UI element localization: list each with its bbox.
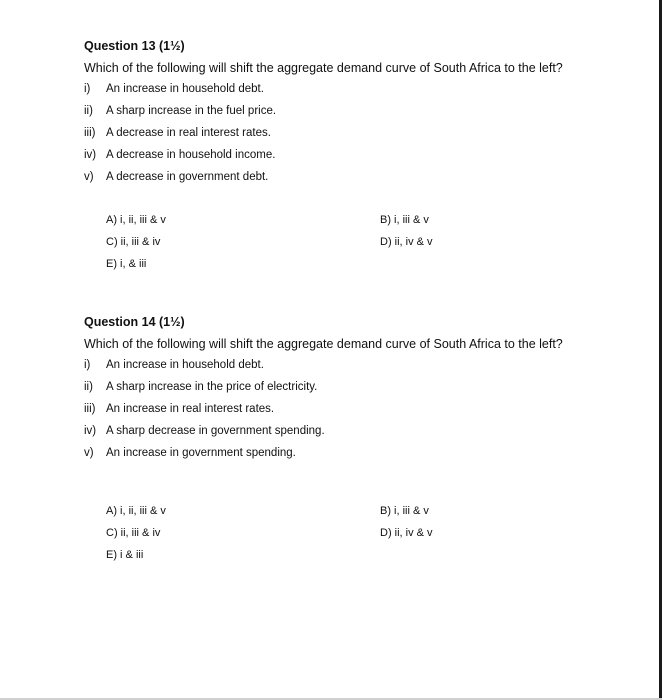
statement-number: iv) <box>84 149 97 161</box>
answer-option-a: A) i, ii, iii & v <box>106 214 166 226</box>
answer-option-e: E) i & iii <box>106 549 144 561</box>
answer-option-d: D) ii, iv & v <box>380 527 433 539</box>
statement-item <box>84 445 624 467</box>
statement-text: A decrease in household income. <box>106 149 276 161</box>
statement-item <box>84 401 624 423</box>
statement-number: ii) <box>84 105 93 117</box>
question-13 <box>84 38 624 292</box>
statement-text: An increase in real interest rates. <box>106 403 275 415</box>
question-stem: Which of the following will shift the aggregate demand curve of South Africa to the left? <box>84 61 563 75</box>
statement-item <box>84 81 624 103</box>
answer-option-b: B) i, iii & v <box>380 505 429 517</box>
answer-option-c: C) ii, iii & iv <box>106 236 161 248</box>
answer-option-a: A) i, ii, iii & v <box>106 505 166 517</box>
statement-text: A sharp decrease in government spending. <box>106 425 325 437</box>
answer-options <box>84 212 624 292</box>
statement-item <box>84 423 624 445</box>
answer-option-e: E) i, & iii <box>106 258 147 270</box>
statement-item <box>84 357 624 379</box>
statement-text: An increase in household debt. <box>106 359 264 371</box>
statement-text: A sharp increase in the fuel price. <box>106 105 277 117</box>
statement-item <box>84 125 624 147</box>
statement-text: An increase in government spending. <box>106 447 296 459</box>
statement-number: iii) <box>84 127 96 139</box>
statement-item <box>84 147 624 169</box>
question-14 <box>84 314 624 583</box>
statement-item <box>84 169 624 191</box>
statement-text: A decrease in real interest rates. <box>106 127 271 139</box>
answer-options <box>84 503 624 583</box>
statement-number: v) <box>84 447 94 459</box>
answer-option-b: B) i, iii & v <box>380 214 429 226</box>
statement-text: A decrease in government debt. <box>106 171 269 183</box>
statement-number: i) <box>84 83 91 95</box>
statement-number: iii) <box>84 403 96 415</box>
answer-option-c: C) ii, iii & iv <box>106 527 161 539</box>
statement-text: An increase in household debt. <box>106 83 264 95</box>
statement-item <box>84 103 624 125</box>
statement-list <box>84 357 624 467</box>
statement-text: A sharp increase in the price of electricity. <box>106 381 318 393</box>
statement-item <box>84 379 624 401</box>
question-title: Question 13 (1½) <box>84 39 185 53</box>
statement-number: i) <box>84 359 91 371</box>
statement-number: iv) <box>84 425 97 437</box>
question-title: Question 14 (1½) <box>84 315 185 329</box>
answer-option-d: D) ii, iv & v <box>380 236 433 248</box>
statement-list <box>84 81 624 191</box>
statement-number: ii) <box>84 381 93 393</box>
statement-number: v) <box>84 171 94 183</box>
question-stem: Which of the following will shift the aggregate demand curve of South Africa to the left? <box>84 337 563 351</box>
